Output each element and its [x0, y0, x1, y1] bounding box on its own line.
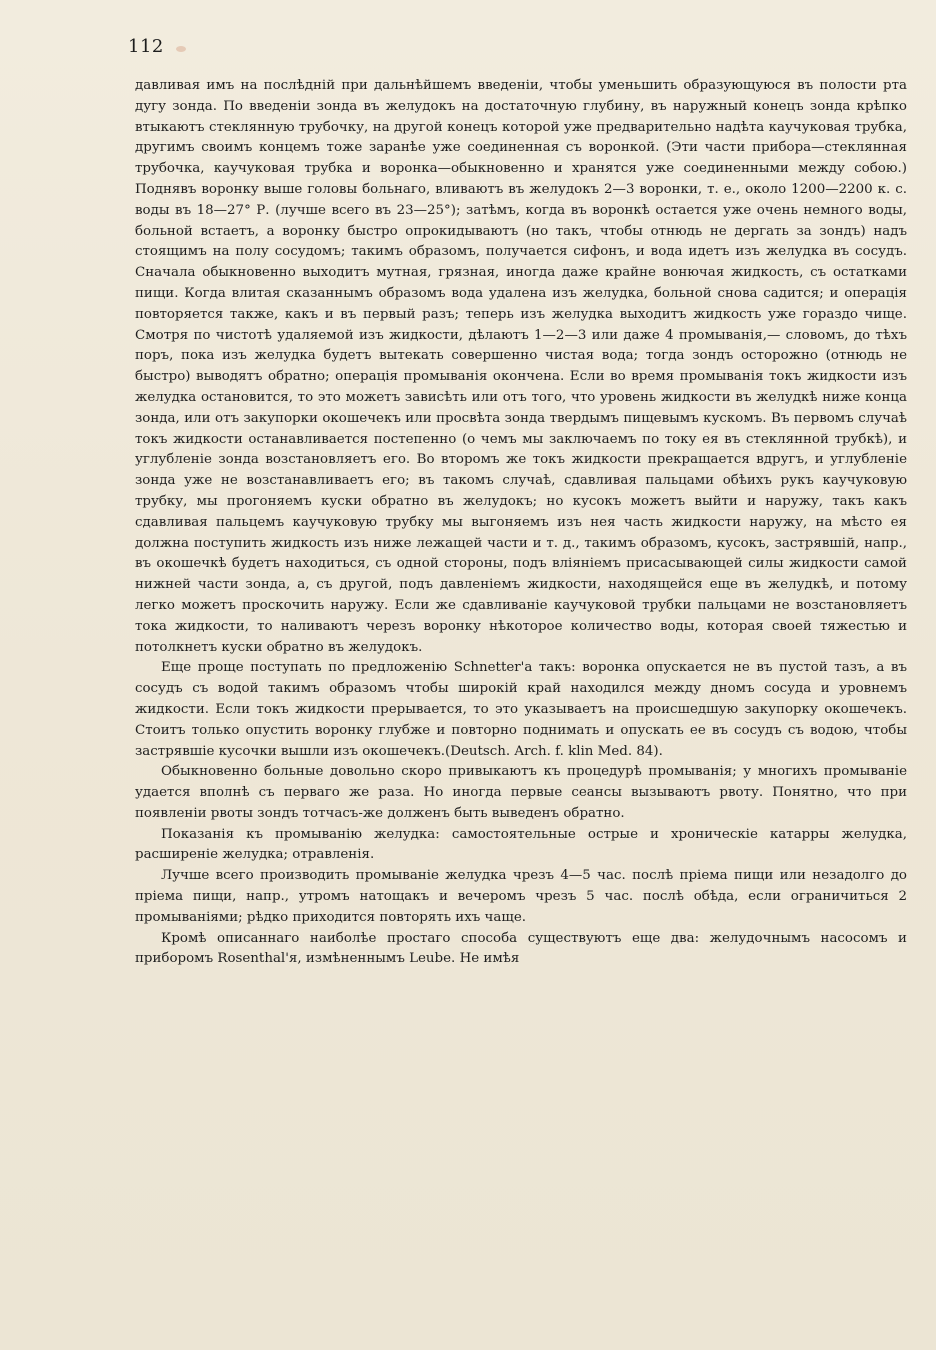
paragraph: Еще проще поступать по предложенію Schnetter'а такъ: воронка опускается не въ пустой тазъ, а въ сосудъ съ водой такимъ образомъ чтобы широкій край находился между дномъ сосуда и уровнемъ жидкости. Если токъ жидкости прерывается, то это указываетъ на происшедшую закупорку окошечекъ. Стоитъ только опустить воронку глубже и повторно поднимать и опускать ее въ сосудъ съ водою, чтобы застрявшіе кусочки вышли изъ окошечекъ.(Deutsch. Arch. f. klin Med. 84). — [135, 660, 907, 759]
paragraph: Обыкновенно больные довольно скоро привыкаютъ къ процедурѣ промыванія; у многихъ промываніе удается вполнѣ съ перваго же раза. Но иногда первые сеансы вызываютъ рвоту. Понятно, что при появленіи рвоты зондъ тотчасъ-же долженъ быть выведенъ обратно. — [135, 764, 907, 821]
paragraph: Показанія къ промыванію желудка: самостоятельные острые и хроническіе катарры желудка, расширеніе желудка; отравленія. — [135, 826, 907, 863]
paragraph: Лучше всего производить промываніе желудка чрезъ 4—5 час. послѣ пріема пищи или незадолго до пріема пищи, напр., утромъ натощакъ и вечеромъ чрезъ 5 час. послѣ обѣда, если ограничиться 2 промываніями; рѣдко приходится повторять ихъ чаще. — [135, 868, 907, 925]
page-stain — [176, 46, 186, 52]
page-number: 112 — [128, 36, 164, 57]
paragraph: Кромѣ описаннаго наиболѣе простаго способа существуютъ еще два: желудочнымъ насосомъ и приборомъ Rosenthal'я, измѣненнымъ Leube. Не имѣя — [135, 930, 907, 967]
body-text — [135, 76, 907, 970]
paragraph: давливая имъ на послѣдній при дальнѣйшемъ введеніи, чтобы уменьшить образующуюся въ полости рта дугу зонда. По введеніи зонда въ желудокъ на достаточную глубину, въ наружный конецъ зонда крѣпко втыкаютъ стеклянную трубочку, на другой конецъ которой уже предварительно надѣта каучуковая трубка, другимъ своимъ концемъ тоже заранѣе уже соединенная съ воронкой. (Эти части прибора—стеклянная трубочка, каучуковая трубка и воронка—обыкновенно и хранятся уже соединенными между собою.) Поднявъ воронку выше головы больнаго, вливаютъ въ желудокъ 2—3 воронки, т. е., около 1200—2200 к. с. воды въ 18—27° Р. (лучше всего въ 23—25°); затѣмъ, когда въ воронкѣ остается уже очень немного воды, больной встаетъ, а воронку быстро опрокидываютъ (но такъ, чтобы отнюдь не дергать за зондъ) надъ стоящимъ на полу сосудомъ; такимъ образомъ, получается сифонъ, и вода идетъ изъ желудка въ сосудъ. Сначала обыкновенно выходитъ мутная, грязная, иногда даже крайне вонючая жидкость, съ остатками пищи. Когда влитая сказаннымъ образомъ вода удалена изъ желудка, больной снова садится; и операція повторяется также, какъ и въ первый разъ; теперь изъ желудка выходитъ жидкость уже гораздо чище. Смотря по чистотѣ удаляемой изъ жидкости, дѣлаютъ 1—2—3 или даже 4 промыванія,— словомъ, до тѣхъ поръ, пока изъ желудка будетъ вытекать совершенно чистая вода; тогда зондъ осторожно (отнюдь не быстро) выводятъ обратно; операція промыванія окончена. Если во время промыванія токъ жидкости изъ желудка остановится, то это можетъ зависѣть или отъ того, что уровень жидкости въ желудкѣ ниже конца зонда, или отъ закупорки окошечекъ или просвѣта зонда твердымъ пищевымъ кускомъ. Въ первомъ случаѣ токъ жидкости останавливается постепенно (о чемъ мы заключаемъ по току ея въ стеклянной трубкѣ), и углубленіе зонда возстановляетъ его. Во второмъ же токъ жидкости прекращается вдругъ, и углубленіе зонда уже не возстанавливаетъ его; въ такомъ случаѣ, сдавливая пальцами обѣихъ рукъ каучуковую трубку, мы прогоняемъ куски обратно въ желудокъ; но кусокъ можетъ выйти и наружу, такъ какъ сдавливая пальцемъ каучуковую трубку мы выгоняемъ изъ нея часть жидкости наружу, на мѣсто ея должна поступить жидкость изъ ниже лежащей части и т. д., такимъ образомъ, кусокъ, застрявшій, напр., въ окошечкѣ будетъ находиться, съ одной стороны, подъ вліяніемъ присасывающей силы жидкости самой нижней части зонда, а, съ другой, подъ давленіемъ жидкости, находящейся еще въ желудкѣ, и потому легко можетъ проскочить наружу. Если же сдавливаніе каучуковой трубки пальцами не возстановляетъ тока жидкости, то наливаютъ черезъ воронку нѣкоторое количество воды, которая своей тяжестью и потолкнетъ куски обратно въ желудокъ. — [135, 78, 907, 655]
